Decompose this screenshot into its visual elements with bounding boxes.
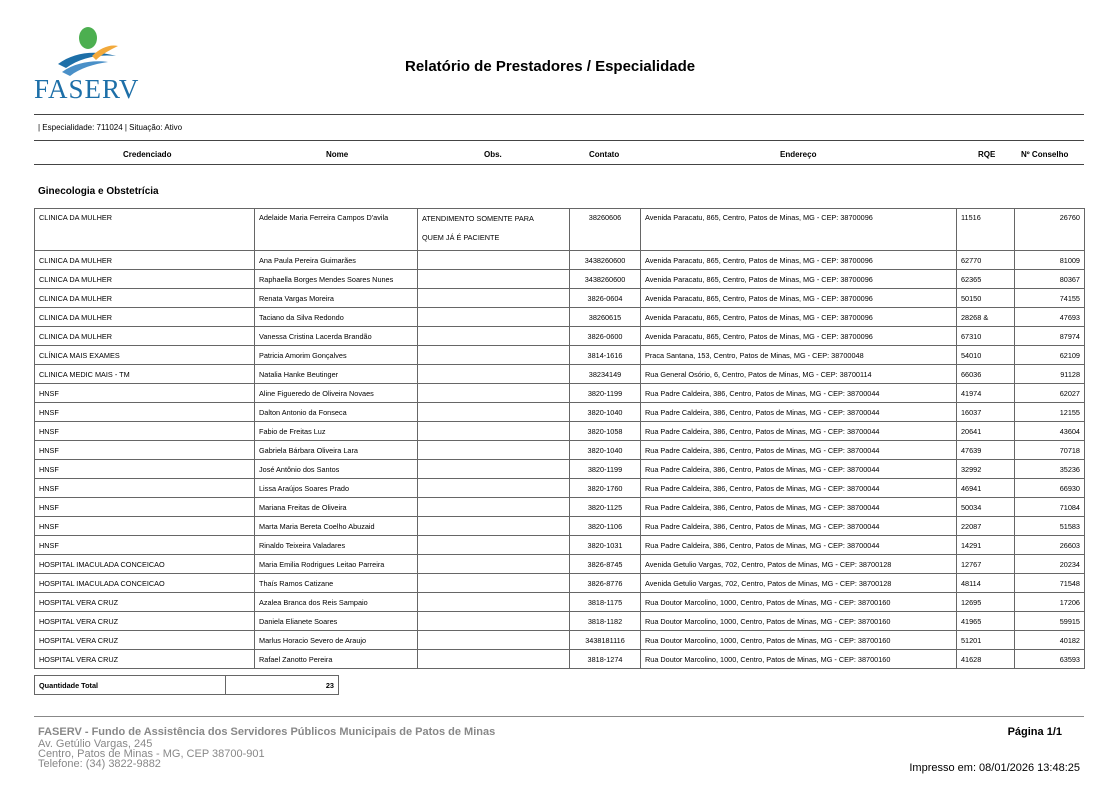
cell-endereco: Rua Doutor Marcolino, 1000, Centro, Patos de Minas, MG - CEP: 38700160 [641,631,957,650]
cell-conselho: 62109 [1015,346,1085,365]
cell-rqe: 12695 [957,593,1015,612]
cell-contato: 38260615 [570,308,641,327]
cell-conselho: 17206 [1015,593,1085,612]
cell-obs [418,403,570,422]
cell-rqe: 51201 [957,631,1015,650]
cell-credenciado: CLINICA DA MULHER [35,209,255,251]
cell-rqe: 28268 & [957,308,1015,327]
cell-contato: 3818-1274 [570,650,641,669]
cell-contato: 3438181116 [570,631,641,650]
cell-contato: 3820-1106 [570,517,641,536]
section-title: Ginecologia e Obstetrícia [38,186,159,197]
cell-credenciado: HOSPITAL VERA CRUZ [35,593,255,612]
cell-nome: Adelaide Maria Ferreira Campos D'avila [255,209,418,251]
obs-line-1: ATENDIMENTO SOMENTE PARA [422,214,534,223]
cell-obs [418,384,570,403]
table-row [35,441,1085,460]
cell-conselho: 71548 [1015,574,1085,593]
cell-contato: 3820-1199 [570,460,641,479]
cell-nome: Mariana Freitas de Oliveira [255,498,418,517]
col-header-contato: Contato [589,150,620,159]
cell-contato: 3826-8745 [570,555,641,574]
cell-contato: 3820-1058 [570,422,641,441]
cell-endereco: Praca Santana, 153, Centro, Patos de Minas, MG - CEP: 38700048 [641,346,957,365]
total-label: Quantidade Total [35,676,226,695]
cell-credenciado: CLÍNICA MAIS EXAMES [35,346,255,365]
table-row [35,270,1085,289]
cell-credenciado: HNSF [35,422,255,441]
cell-rqe: 48114 [957,574,1015,593]
cell-endereco: Rua Doutor Marcolino, 1000, Centro, Patos de Minas, MG - CEP: 38700160 [641,612,957,631]
table-row [35,612,1085,631]
cell-obs [418,517,570,536]
cell-rqe: 16037 [957,403,1015,422]
cell-conselho: 12155 [1015,403,1085,422]
footer-address [38,739,265,769]
total-box [34,675,339,695]
cell-conselho: 66930 [1015,479,1085,498]
cell-obs [418,650,570,669]
cell-conselho: 59915 [1015,612,1085,631]
cell-obs [418,555,570,574]
cell-rqe: 54010 [957,346,1015,365]
cell-conselho: 74155 [1015,289,1085,308]
cell-nome: Rinaldo Teixeira Valadares [255,536,418,555]
cell-nome: Taciano da Silva Redondo [255,308,418,327]
cell-contato: 38260606 [570,209,641,251]
cell-conselho: 91128 [1015,365,1085,384]
cell-obs [418,593,570,612]
cell-contato: 3826-0600 [570,327,641,346]
footer-address-line2: Centro, Patos de Minas - MG, CEP 38700-901 [38,748,265,760]
cell-conselho: 20234 [1015,555,1085,574]
cell-credenciado: HOSPITAL VERA CRUZ [35,650,255,669]
report-title: Relatório de Prestadores / Especialidade [405,58,696,75]
cell-obs [418,612,570,631]
table-row [35,384,1085,403]
cell-credenciado: HNSF [35,479,255,498]
cell-endereco: Avenida Paracatu, 865, Centro, Patos de Minas, MG - CEP: 38700096 [641,327,957,346]
cell-obs [418,346,570,365]
cell-rqe: 14291 [957,536,1015,555]
cell-endereco: Rua Padre Caldeira, 386, Centro, Patos de Minas, MG - CEP: 38700044 [641,384,957,403]
cell-conselho: 70718 [1015,441,1085,460]
cell-credenciado: HNSF [35,384,255,403]
cell-nome: Ana Paula Pereira Guimarães [255,251,418,270]
obs-line-2: QUEM JÁ É PACIENTE [422,233,500,242]
cell-obs [418,289,570,308]
cell-obs [418,536,570,555]
cell-contato: 3826-0604 [570,289,641,308]
table-row [35,555,1085,574]
cell-conselho: 81009 [1015,251,1085,270]
cell-rqe: 50034 [957,498,1015,517]
table-row [35,498,1085,517]
cell-endereco: Rua Padre Caldeira, 386, Centro, Patos de Minas, MG - CEP: 38700044 [641,517,957,536]
cell-credenciado: HNSF [35,460,255,479]
table-row [35,460,1085,479]
cell-nome: Daniela Elianete Soares [255,612,418,631]
cell-nome: Gabriela Bárbara Oliveira Lara [255,441,418,460]
cell-rqe: 41628 [957,650,1015,669]
filter-info: | Especialidade: 711024 | Situação: Ativo [38,123,183,132]
table-row [35,403,1085,422]
cell-endereco: Rua Padre Caldeira, 386, Centro, Patos de Minas, MG - CEP: 38700044 [641,498,957,517]
table-row [35,209,1085,251]
cell-rqe: 62365 [957,270,1015,289]
table-row [35,631,1085,650]
table-row [35,593,1085,612]
divider [34,164,1084,165]
cell-credenciado: CLINICA DA MULHER [35,308,255,327]
cell-contato: 3814-1616 [570,346,641,365]
cell-conselho: 40182 [1015,631,1085,650]
cell-rqe: 50150 [957,289,1015,308]
divider [34,140,1084,141]
cell-obs [418,251,570,270]
cell-credenciado: CLINICA DA MULHER [35,270,255,289]
cell-endereco: Rua Padre Caldeira, 386, Centro, Patos de Minas, MG - CEP: 38700044 [641,422,957,441]
cell-conselho: 87974 [1015,327,1085,346]
cell-conselho: 80367 [1015,270,1085,289]
cell-rqe: 41974 [957,384,1015,403]
cell-endereco: Rua Padre Caldeira, 386, Centro, Patos de Minas, MG - CEP: 38700044 [641,479,957,498]
table-row [35,574,1085,593]
cell-credenciado: CLINICA DA MULHER [35,289,255,308]
cell-rqe: 32992 [957,460,1015,479]
cell-endereco: Rua Padre Caldeira, 386, Centro, Patos de Minas, MG - CEP: 38700044 [641,536,957,555]
table-row [35,289,1085,308]
col-header-conselho: Nº Conselho [1021,150,1069,159]
cell-nome: Rafael Zanotto Pereira [255,650,418,669]
logo-text: FASERV [34,74,140,104]
cell-endereco: Rua Padre Caldeira, 386, Centro, Patos de Minas, MG - CEP: 38700044 [641,460,957,479]
cell-obs [418,460,570,479]
cell-obs [418,479,570,498]
providers-table [34,208,1085,669]
cell-credenciado: HNSF [35,403,255,422]
cell-contato: 3820-1031 [570,536,641,555]
cell-nome: Marlus Horacio Severo de Araujo [255,631,418,650]
table-row [35,517,1085,536]
cell-rqe: 20641 [957,422,1015,441]
cell-contato: 3820-1760 [570,479,641,498]
cell-contato: 3818-1175 [570,593,641,612]
cell-credenciado: HOSPITAL VERA CRUZ [35,631,255,650]
table-row [35,422,1085,441]
cell-rqe: 46941 [957,479,1015,498]
cell-nome: Natalia Hanke Beutinger [255,365,418,384]
cell-obs [418,422,570,441]
cell-endereco: Avenida Paracatu, 865, Centro, Patos de Minas, MG - CEP: 38700096 [641,289,957,308]
cell-endereco: Avenida Getulio Vargas, 702, Centro, Patos de Minas, MG - CEP: 38700128 [641,574,957,593]
col-header-credenciado: Credenciado [123,150,172,159]
cell-obs [418,441,570,460]
printed-at: Impresso em: 08/01/2026 13:48:25 [909,762,1080,774]
table-row [35,308,1085,327]
cell-credenciado: HOSPITAL IMACULADA CONCEICAO [35,555,255,574]
footer-phone: Telefone: (34) 3822-9882 [38,758,161,770]
cell-conselho: 63593 [1015,650,1085,669]
cell-endereco: Avenida Paracatu, 865, Centro, Patos de Minas, MG - CEP: 38700096 [641,251,957,270]
cell-nome: Raphaella Borges Mendes Soares Nunes [255,270,418,289]
cell-rqe: 12767 [957,555,1015,574]
cell-nome: Lissa Araújos Soares Prado [255,479,418,498]
cell-obs [418,327,570,346]
cell-obs [418,308,570,327]
total-value: 23 [226,676,339,695]
cell-endereco: Avenida Paracatu, 865, Centro, Patos de Minas, MG - CEP: 38700096 [641,209,957,251]
cell-nome: José Antônio dos Santos [255,460,418,479]
cell-nome: Marta Maria Bereta Coelho Abuzaid [255,517,418,536]
table-row [35,536,1085,555]
table-row [35,650,1085,669]
cell-obs [418,270,570,289]
cell-rqe: 62770 [957,251,1015,270]
footer-divider [34,716,1084,717]
cell-rqe: 47639 [957,441,1015,460]
cell-nome: Maria Emilia Rodrigues Leitao Parreira [255,555,418,574]
cell-obs [418,574,570,593]
cell-rqe: 22087 [957,517,1015,536]
cell-endereco: Avenida Getulio Vargas, 702, Centro, Patos de Minas, MG - CEP: 38700128 [641,555,957,574]
cell-endereco: Rua General Osório, 6, Centro, Patos de Minas, MG - CEP: 38700114 [641,365,957,384]
cell-endereco: Rua Doutor Marcolino, 1000, Centro, Patos de Minas, MG - CEP: 38700160 [641,593,957,612]
cell-obs [418,209,570,251]
cell-rqe: 66036 [957,365,1015,384]
cell-endereco: Avenida Paracatu, 865, Centro, Patos de Minas, MG - CEP: 38700096 [641,308,957,327]
table-row [35,365,1085,384]
cell-rqe: 67310 [957,327,1015,346]
cell-credenciado: HNSF [35,517,255,536]
cell-nome: Renata Vargas Moreira [255,289,418,308]
cell-obs [418,498,570,517]
cell-conselho: 26603 [1015,536,1085,555]
cell-credenciado: CLINICA DA MULHER [35,327,255,346]
table-row [35,479,1085,498]
cell-nome: Patricia Amorim Gonçalves [255,346,418,365]
cell-nome: Fabio de Freitas Luz [255,422,418,441]
cell-credenciado: HNSF [35,441,255,460]
cell-credenciado: HOSPITAL VERA CRUZ [35,612,255,631]
cell-credenciado: CLINICA MEDIC MAIS - TM [35,365,255,384]
cell-contato: 3826-8776 [570,574,641,593]
cell-credenciado: HNSF [35,498,255,517]
cell-rqe: 41965 [957,612,1015,631]
cell-credenciado: CLINICA DA MULHER [35,251,255,270]
cell-nome: Thaís Ramos Catizane [255,574,418,593]
cell-credenciado: HNSF [35,536,255,555]
col-header-endereco: Endereço [780,150,817,159]
footer-org: FASERV - Fundo de Assistência dos Servidores Públicos Municipais de Patos de Minas [38,726,496,738]
cell-contato: 38234149 [570,365,641,384]
cell-conselho: 47693 [1015,308,1085,327]
cell-endereco: Rua Doutor Marcolino, 1000, Centro, Patos de Minas, MG - CEP: 38700160 [641,650,957,669]
cell-rqe: 11516 [957,209,1015,251]
cell-obs [418,365,570,384]
col-header-nome: Nome [326,150,349,159]
col-header-obs: Obs. [484,150,502,159]
cell-nome: Dalton Antonio da Fonseca [255,403,418,422]
col-header-rqe: RQE [978,150,996,159]
cell-conselho: 26760 [1015,209,1085,251]
cell-conselho: 35236 [1015,460,1085,479]
cell-endereco: Rua Padre Caldeira, 386, Centro, Patos de Minas, MG - CEP: 38700044 [641,403,957,422]
page-number: Página 1/1 [1007,726,1062,738]
cell-obs [418,631,570,650]
footer-address-line1: Av. Getúlio Vargas, 245 [38,738,153,750]
cell-nome: Aline Figueredo de Oliveira Novaes [255,384,418,403]
cell-endereco: Avenida Paracatu, 865, Centro, Patos de Minas, MG - CEP: 38700096 [641,270,957,289]
cell-conselho: 43604 [1015,422,1085,441]
table-row [35,346,1085,365]
cell-contato: 3820-1040 [570,441,641,460]
cell-contato: 3820-1125 [570,498,641,517]
table-row [35,327,1085,346]
cell-conselho: 51583 [1015,517,1085,536]
cell-nome: Vanessa Cristina Lacerda Brandão [255,327,418,346]
cell-conselho: 62027 [1015,384,1085,403]
cell-contato: 3820-1040 [570,403,641,422]
cell-contato: 3438260600 [570,270,641,289]
divider [34,114,1084,115]
cell-contato: 3818-1182 [570,612,641,631]
cell-contato: 3438260600 [570,251,641,270]
cell-conselho: 71084 [1015,498,1085,517]
cell-contato: 3820-1199 [570,384,641,403]
table-row [35,251,1085,270]
cell-endereco: Rua Padre Caldeira, 386, Centro, Patos de Minas, MG - CEP: 38700044 [641,441,957,460]
cell-nome: Azalea Branca dos Reis Sampaio [255,593,418,612]
cell-credenciado: HOSPITAL IMACULADA CONCEICAO [35,574,255,593]
